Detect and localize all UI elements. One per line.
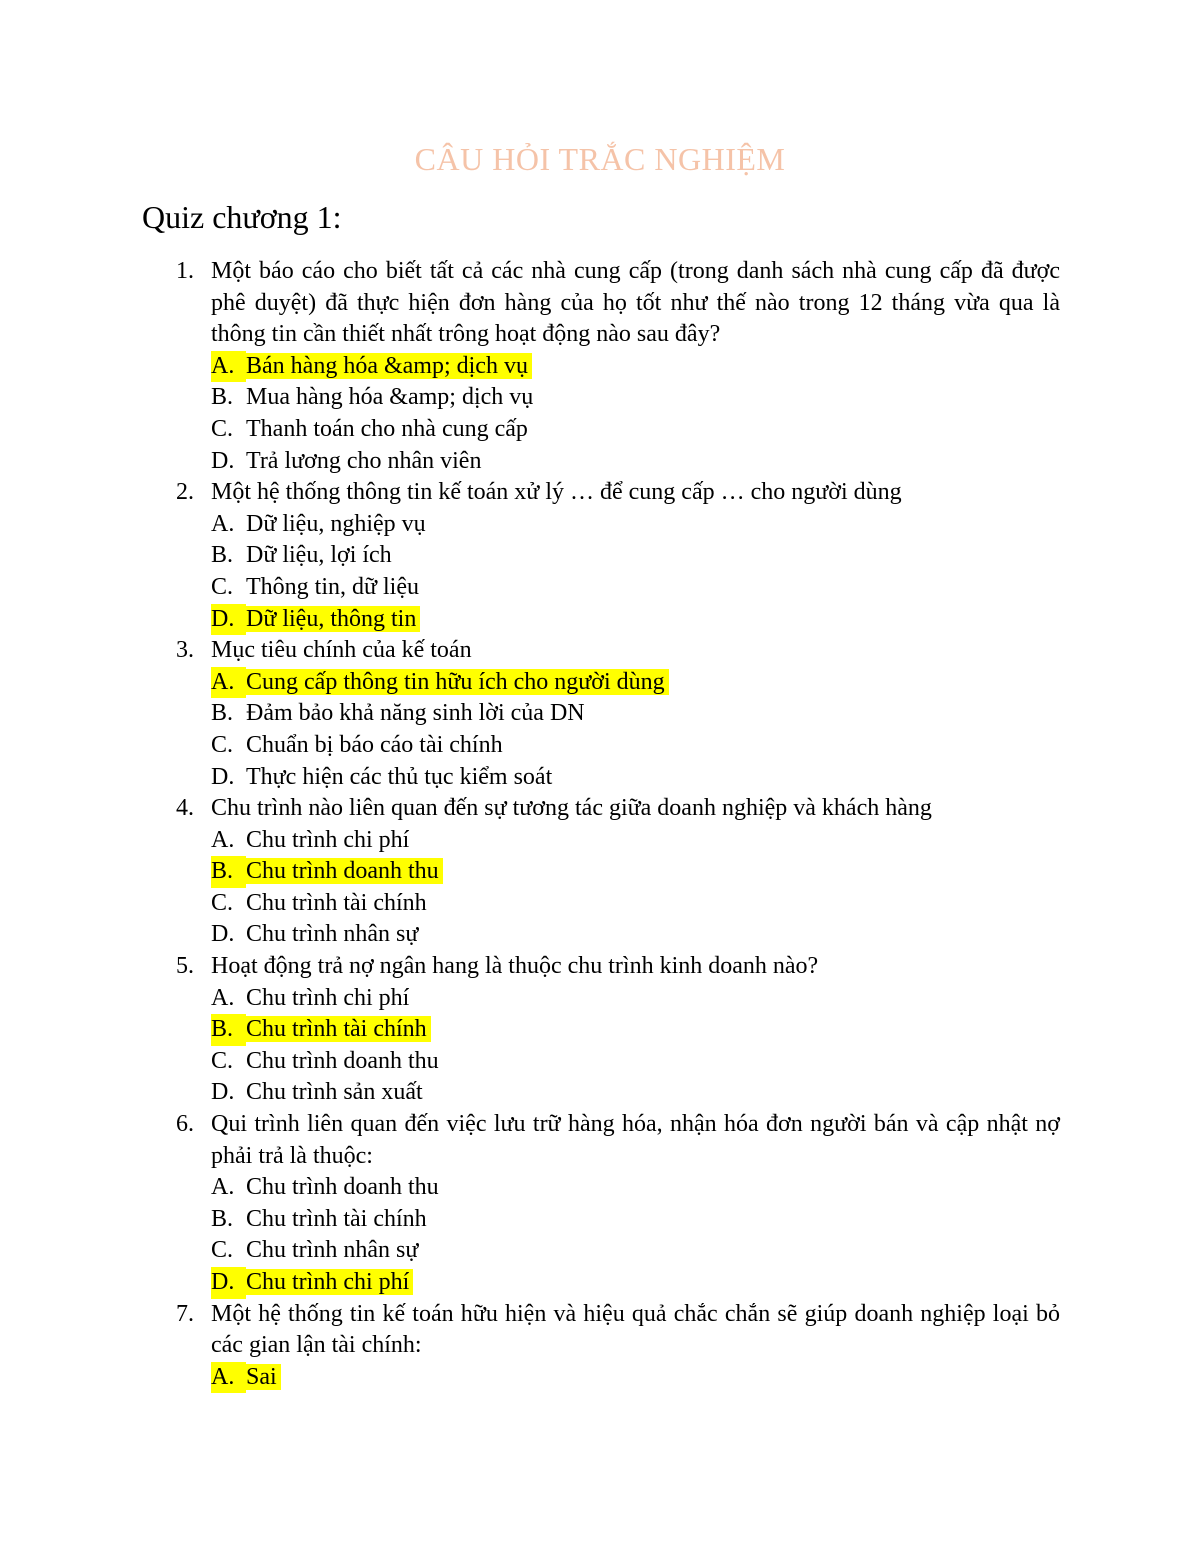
answer-option-highlighted: [211, 667, 1060, 699]
answer-option: [211, 888, 1060, 920]
question-text: Hoạt động trả nợ ngân hang là thuộc chu trình kinh doanh nào?: [211, 953, 819, 980]
option-letter: B.: [211, 1014, 246, 1046]
option-letter: C.: [211, 415, 234, 442]
question-number: 6.: [176, 1111, 194, 1138]
option-text: Trả lương cho nhân viên: [246, 447, 482, 474]
question-text: Chu trình nào liên quan đến sự tương tác giữa doanh nghiệp và khách hàng: [211, 795, 932, 822]
option-text: Chu trình doanh thu: [246, 858, 443, 884]
option-text: Chu trình doanh thu: [246, 1174, 439, 1201]
answer-option: [211, 919, 1060, 951]
option-letter: D.: [211, 447, 235, 474]
answer-option: [211, 382, 1060, 414]
question-text: Mục tiêu chính của kế toán: [211, 637, 472, 664]
answer-options: [211, 667, 1060, 793]
option-letter: B.: [211, 542, 234, 569]
option-text: Chu trình sản xuất: [246, 1079, 423, 1106]
option-letter: C.: [211, 573, 234, 600]
question-item: [176, 1109, 1060, 1299]
answer-options: [211, 983, 1060, 1109]
option-text: Thanh toán cho nhà cung cấp: [246, 415, 528, 442]
option-letter: B.: [211, 856, 246, 888]
option-letter: D.: [211, 921, 235, 948]
question-text: Một báo cáo cho biết tất cả các nhà cung cấp (trong danh sách nhà cung cấp đã được phê duyệt) đã thực hiện đơn hàng của họ tốt như thế nào trong 12 tháng vừa qua là thông tin cần thiết nhất trông hoạt động nào sau đây?: [211, 258, 1060, 348]
answer-option: [211, 1046, 1060, 1078]
question-item: [176, 635, 1060, 793]
option-letter: C.: [211, 889, 234, 916]
answer-option-highlighted: [211, 604, 1060, 636]
answer-option-highlighted: [211, 1014, 1060, 1046]
option-text: Đảm bảo khả năng sinh lời của DN: [246, 700, 585, 727]
answer-option: [211, 1172, 1060, 1204]
option-letter: D.: [211, 1079, 235, 1106]
answer-option: [211, 1235, 1060, 1267]
option-text: Chu trình chi phí: [246, 984, 410, 1011]
option-text: Chu trình nhân sự: [246, 1237, 419, 1264]
answer-option: [211, 730, 1060, 762]
question-item: [176, 951, 1060, 1109]
option-letter: C.: [211, 1047, 234, 1074]
question-number: 4.: [176, 795, 194, 822]
option-letter: A.: [211, 510, 235, 537]
answer-option-highlighted: [211, 1267, 1060, 1299]
answer-options: [211, 825, 1060, 951]
option-text: Chu trình chi phí: [246, 1269, 413, 1295]
option-letter: B.: [211, 700, 234, 727]
answer-option: [211, 414, 1060, 446]
answer-option: [211, 509, 1060, 541]
option-text: Chu trình tài chính: [246, 1016, 431, 1042]
option-letter: C.: [211, 1237, 234, 1264]
document-title: CÂU HỎI TRẮC NGHIỆM: [414, 141, 786, 177]
option-letter: A.: [211, 1174, 235, 1201]
option-letter: B.: [211, 1205, 234, 1232]
question-number: 2.: [176, 479, 194, 506]
option-letter: A.: [211, 826, 235, 853]
answer-option: [211, 698, 1060, 730]
answer-option: [211, 825, 1060, 857]
question-item: [176, 793, 1060, 951]
question-item: [176, 477, 1060, 635]
option-text: Chu trình nhân sự: [246, 921, 419, 948]
option-text: Chu trình tài chính: [246, 1205, 427, 1232]
question-item: [176, 1299, 1060, 1394]
option-letter: C.: [211, 731, 234, 758]
option-text: Chu trình chi phí: [246, 826, 410, 853]
answer-option: [211, 540, 1060, 572]
option-text: Mua hàng hóa &amp; dịch vụ: [246, 384, 534, 411]
answer-option-highlighted: [211, 351, 1060, 383]
answer-options: [211, 509, 1060, 635]
answer-option: [211, 446, 1060, 478]
option-text: Dữ liệu, lợi ích: [246, 542, 392, 569]
option-text: Chu trình tài chính: [246, 889, 427, 916]
option-letter: A.: [211, 1362, 246, 1394]
option-text: Thông tin, dữ liệu: [246, 573, 419, 600]
answer-option: [211, 1204, 1060, 1236]
answer-options: [211, 1362, 1060, 1394]
question-number: 3.: [176, 637, 194, 664]
option-text: Bán hàng hóa &amp; dịch vụ: [246, 353, 532, 379]
answer-option: [211, 983, 1060, 1015]
question-number: 5.: [176, 953, 194, 980]
answer-option-highlighted: [211, 856, 1060, 888]
option-letter: A.: [211, 984, 235, 1011]
section-heading: Quiz chương 1:: [142, 199, 342, 235]
answer-options: [211, 351, 1060, 477]
question-text: Một hệ thống tin kế toán hữu hiện và hiệu quả chắc chắn sẽ giúp doanh nghiệp loại bỏ các gian lận tài chính:: [211, 1300, 1060, 1359]
question-list: [176, 256, 1060, 1393]
question-text: Qui trình liên quan đến việc lưu trữ hàng hóa, nhận hóa đơn người bán và cập nhật nợ phải trả là thuộc:: [211, 1111, 1060, 1169]
option-letter: D.: [211, 604, 246, 636]
answer-option: [211, 572, 1060, 604]
answer-option: [211, 1077, 1060, 1109]
option-text: Chuẩn bị báo cáo tài chính: [246, 731, 503, 758]
option-text: Sai: [246, 1364, 281, 1390]
answer-option: [211, 762, 1060, 794]
option-letter: B.: [211, 384, 234, 411]
answer-options: [211, 1172, 1060, 1298]
option-text: Dữ liệu, thông tin: [246, 606, 420, 632]
answer-option-highlighted: [211, 1362, 1060, 1394]
option-letter: A.: [211, 351, 246, 383]
option-text: Dữ liệu, nghiệp vụ: [246, 510, 426, 537]
option-letter: D.: [211, 763, 235, 790]
option-letter: D.: [211, 1267, 246, 1299]
option-text: Cung cấp thông tin hữu ích cho người dùng: [246, 669, 669, 695]
question-number: 1.: [176, 258, 194, 284]
option-letter: A.: [211, 667, 246, 699]
question-text: Một hệ thống thông tin kế toán xử lý … để cung cấp … cho người dùng: [211, 479, 902, 506]
question-item: [176, 256, 1060, 477]
question-number: 7.: [176, 1300, 194, 1327]
option-text: Thực hiện các thủ tục kiểm soát: [246, 763, 553, 790]
option-text: Chu trình doanh thu: [246, 1047, 439, 1074]
